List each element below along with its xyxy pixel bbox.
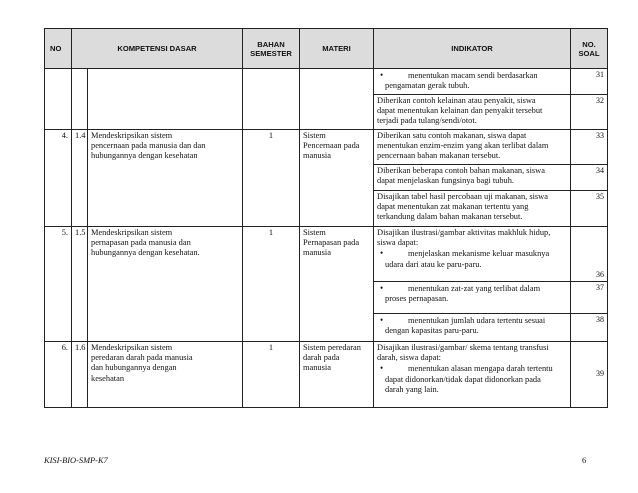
bullet-icon: • xyxy=(380,315,384,325)
bullet-icon: • xyxy=(380,70,384,80)
row-number: 6. xyxy=(45,342,72,408)
question-number: 34 xyxy=(571,165,608,191)
indicator-cell: Diberikan beberapa contoh bahan makanan, siswa dapat menjelaskan fungsinya bagi tubuh. xyxy=(374,165,571,191)
indicator-cell: • menentukan zat-zat yang terlibat dalam proses pernapasan. xyxy=(374,282,571,314)
materi-cell: Sistem peredaran darah pada manusia xyxy=(300,342,374,408)
question-number: 38 xyxy=(571,314,608,342)
row-number: 4. xyxy=(45,130,72,227)
indicator-cell: Disajikan ilustrasi/gambar/ skema tentang transfusi darah, siswa dapat: • menentukan alasan mengapa darah tertentu dapat didonorkan/tidak dapat didonorkan pada darah yang lain. xyxy=(374,342,571,408)
row-number: 5. xyxy=(45,227,72,342)
table-row xyxy=(45,227,608,282)
kd-code: 1.5 xyxy=(72,227,88,342)
kompetensi-dasar-cell: Mendeskripsikan sistem peredaran darah pada manusia dan hubungannya dengan kesehatan xyxy=(88,342,243,408)
question-number: 33 xyxy=(571,130,608,165)
kd-code: 1.6 xyxy=(72,342,88,408)
kisi-kisi-table xyxy=(44,28,608,408)
bullet-icon: • xyxy=(380,248,384,259)
bullet-icon: • xyxy=(380,283,384,293)
question-number: 37 xyxy=(571,282,608,314)
question-number: 39 xyxy=(571,342,608,408)
footer-page-number: 6 xyxy=(582,456,587,465)
header-indikator: INDIKATOR xyxy=(374,29,571,69)
indicator-cell: Disajikan tabel hasil percobaan uji makanan, siswa dapat menentukan zat makanan tertentu yang terkandung dalam bahan makanan tersebut. xyxy=(374,191,571,227)
header-no-soal: NO. SOAL xyxy=(571,29,608,69)
semester-cell: 1 xyxy=(243,130,300,227)
table-row xyxy=(45,342,608,408)
header-no: NO xyxy=(45,29,72,69)
materi-cell: Sistem Pencernaan pada manusia xyxy=(300,130,374,227)
question-number: 32 xyxy=(571,95,608,130)
indicator-cell: Diberikan satu contoh makanan, siswa dapat menentukan enzim-enzim yang akan terlibat dalam pencernaan bahan makanan tersebut. xyxy=(374,130,571,165)
indicator-cell: • menentukan macam sendi berdasarkan pengamatan gerak tubuh. xyxy=(374,69,571,95)
table-row xyxy=(45,130,608,165)
question-number: 35 xyxy=(571,191,608,227)
header-materi: MATERI xyxy=(300,29,374,69)
materi-cell: Sistem Pernapasan pada manusia xyxy=(300,227,374,342)
header-kompetensi-dasar: KOMPETENSI DASAR xyxy=(72,29,243,69)
kompetensi-dasar-cell: Mendeskripsikan sistem pencernaan pada manusia dan dan hubungannya dengan kesehatan xyxy=(88,130,243,227)
footer-document-code: KISI-BIO-SMP-K7 xyxy=(44,456,108,465)
header-bahan-semester: BAHAN SEMESTER xyxy=(243,29,300,69)
table-header-row xyxy=(45,29,608,69)
bullet-icon: • xyxy=(380,363,384,374)
question-number: 36 xyxy=(571,227,608,282)
kd-code: 1.4 xyxy=(72,130,88,227)
semester-cell: 1 xyxy=(243,342,300,408)
indicator-cell: • menentukan jumlah udara tertentu sesuai dengan kapasitas paru-paru. xyxy=(374,314,571,342)
semester-cell: 1 xyxy=(243,227,300,342)
table-row xyxy=(45,69,608,95)
kompetensi-dasar-cell: Mendeskripsikan sistem pernapasan pada manusia dan hubungannya dengan kesehatan. xyxy=(88,227,243,342)
indicator-cell: Disajikan ilustrasi/gambar aktivitas makhluk hidup, siswa dapat: • menjelaskan mekanisme keluar masuknya udara dari atau ke paru-paru. xyxy=(374,227,571,282)
indicator-cell: Diberikan contoh kelainan atau penyakit, siswa dapat menentukan kelainan dan penyakit tersebut terjadi pada tulang/sendi/otot. xyxy=(374,95,571,130)
question-number: 31 xyxy=(571,69,608,95)
